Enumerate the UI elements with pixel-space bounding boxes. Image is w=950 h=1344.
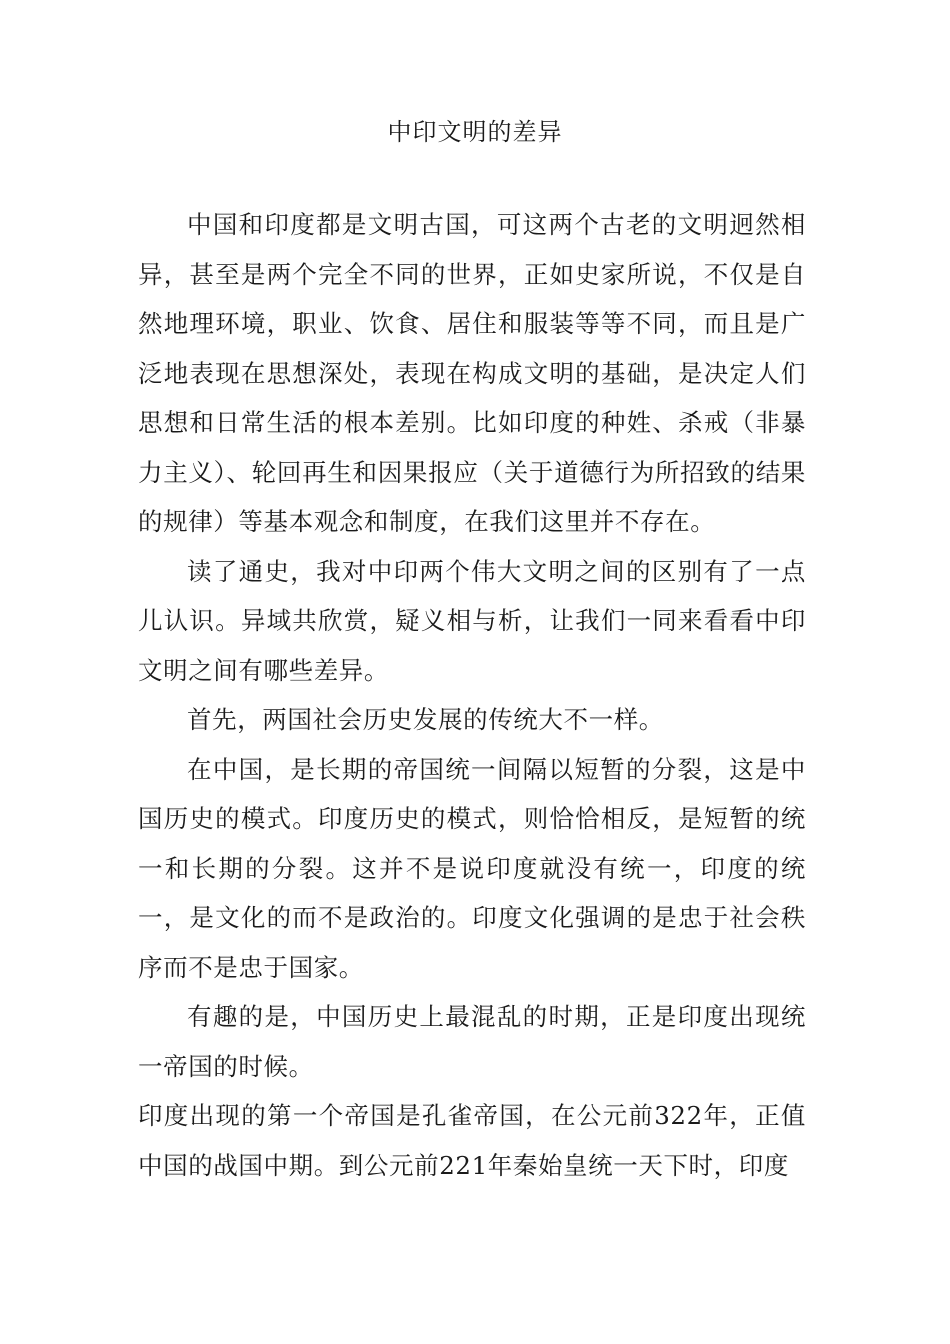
paragraph-6: 印度出现的第一个帝国是孔雀帝国，在公元前322年，正值中国的战国中期。到公元前221年秦始皇统一天下时，印度 [138, 1101, 806, 1180]
paragraph-4: 在中国，是长期的帝国统一间隔以短暂的分裂，这是中国历史的模式。印度历史的模式，则恰恰相反，是短暂的统一和长期的分裂。这并不是说印度就没有统一，印度的统一，是文化的而不是政治的。印度文化强调的是忠于社会秩序而不是忠于国家。 [138, 754, 806, 982]
paragraph-2: 读了通史，我对中印两个伟大文明之间的区别有了一点儿认识。异域共欣赏，疑义相与析，让我们一同来看看中印文明之间有哪些差异。 [138, 556, 806, 685]
paragraph-3: 首先，两国社会历史发展的传统大不一样。 [187, 705, 664, 734]
paragraph-5: 有趣的是，中国历史上最混乱的时期，正是印度出现统一帝国的时候。 [138, 1002, 806, 1081]
document-body [138, 200, 806, 1190]
paragraph-1: 中国和印度都是文明古国，可这两个古老的文明迥然相异，甚至是两个完全不同的世界，正如史家所说，不仅是自然地理环境，职业、饮食、居住和服装等等不同，而且是广泛地表现在思想深处，表现在构成文明的基础，是决定人们思想和日常生活的根本差别。比如印度的种姓、杀戒（非暴力主义）、轮回再生和因果报应（关于道德行为所招致的结果的规律）等基本观念和制度，在我们这里并不存在。 [138, 210, 806, 536]
document-title: 中印文明的差异 [387, 118, 563, 146]
